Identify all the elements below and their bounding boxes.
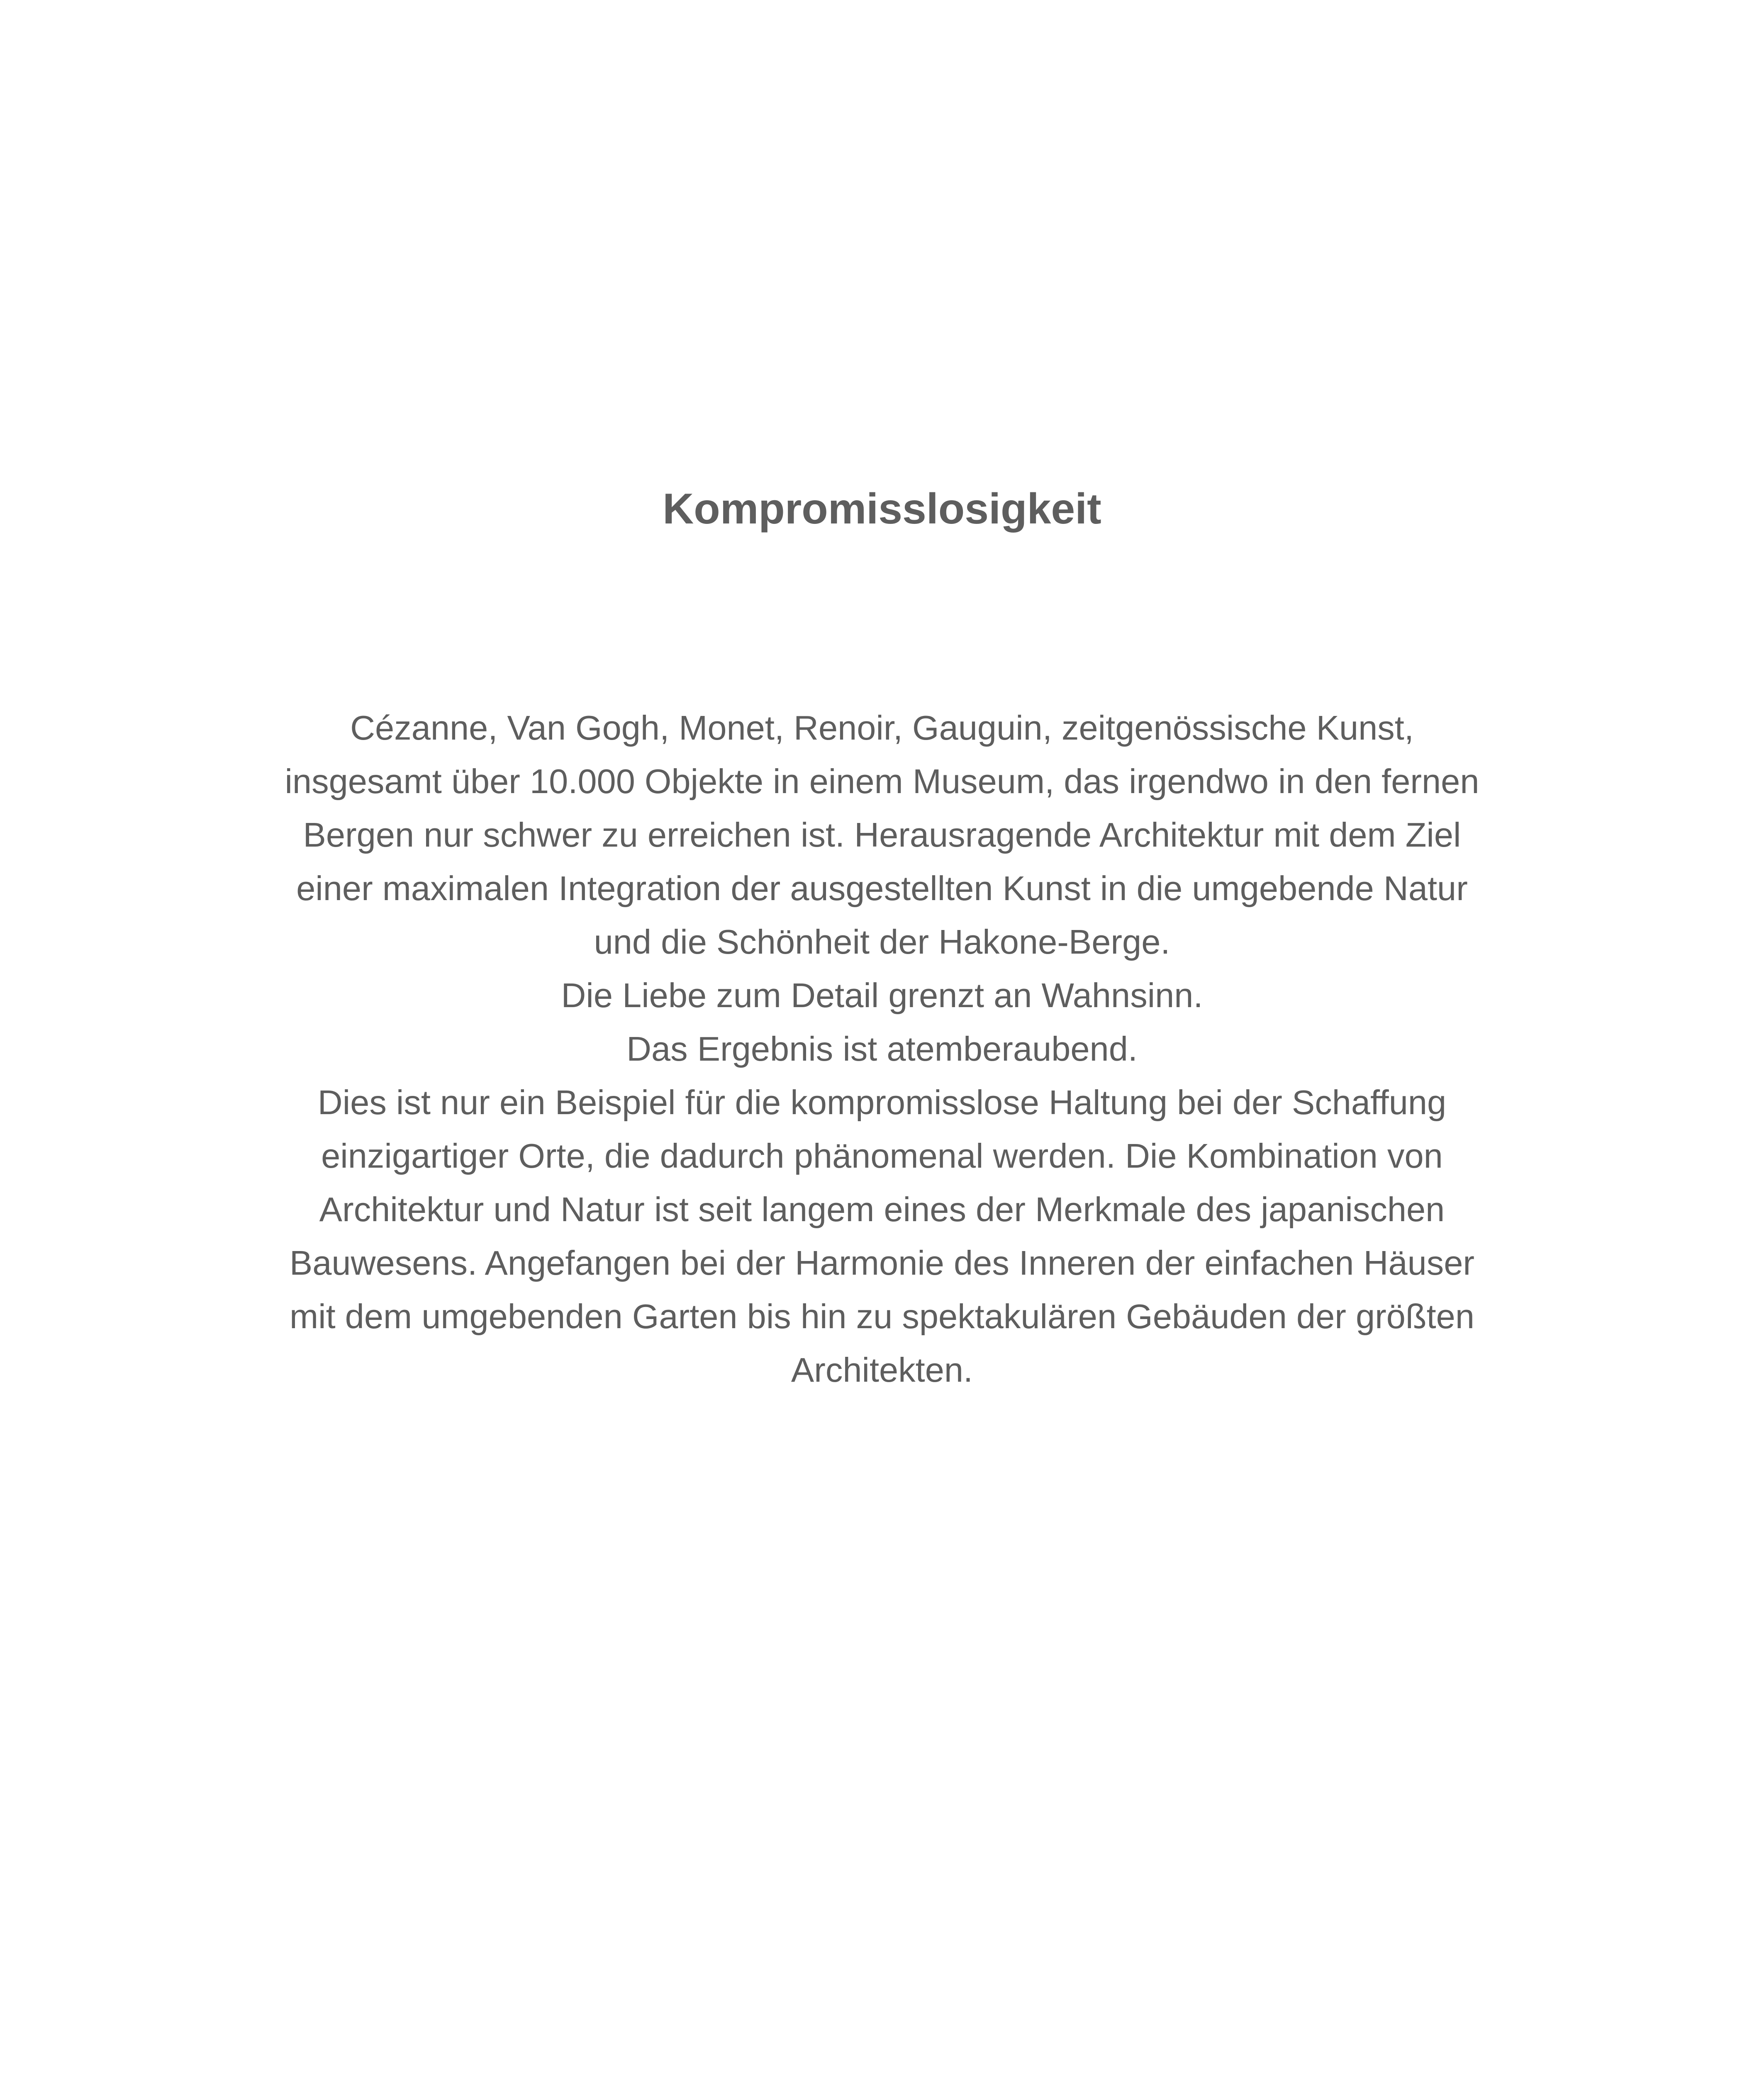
body-line: Die Liebe zum Detail grenzt an Wahnsinn.	[561, 976, 1203, 1015]
body-line: Das Ergebnis ist atemberaubend.	[626, 1030, 1138, 1068]
body-line: einzigartiger Orte, die dadurch phänomenal werden. Die Kombination von	[321, 1137, 1443, 1175]
body-line: Architektur und Natur ist seit langem eines der Merkmale des japanischen	[319, 1190, 1445, 1229]
body-line: einer maximalen Integration der ausgestellten Kunst in die umgebende Natur	[296, 869, 1468, 908]
page-title: Kompromisslosigkeit	[663, 485, 1101, 533]
body-line: Dies ist nur ein Beispiel für die kompromisslose Haltung bei der Schaffung	[317, 1083, 1447, 1122]
body-line: insgesamt über 10.000 Objekte in einem Museum, das irgendwo in den fernen	[285, 762, 1479, 801]
body-line: und die Schönheit der Hakone-Berge.	[594, 923, 1170, 961]
body-line: Bauwesens. Angefangen bei der Harmonie des Inneren der einfachen Häuser	[289, 1244, 1475, 1282]
body-paragraph	[178, 701, 1586, 1397]
body-line: Bergen nur schwer zu erreichen ist. Herausragende Architektur mit dem Ziel	[303, 815, 1461, 854]
body-line: Architekten.	[791, 1351, 973, 1389]
body-line: mit dem umgebenden Garten bis hin zu spektakulären Gebäuden der größten	[289, 1297, 1474, 1336]
body-line: Cézanne, Van Gogh, Monet, Renoir, Gauguin, zeitgenössische Kunst,	[350, 708, 1414, 747]
